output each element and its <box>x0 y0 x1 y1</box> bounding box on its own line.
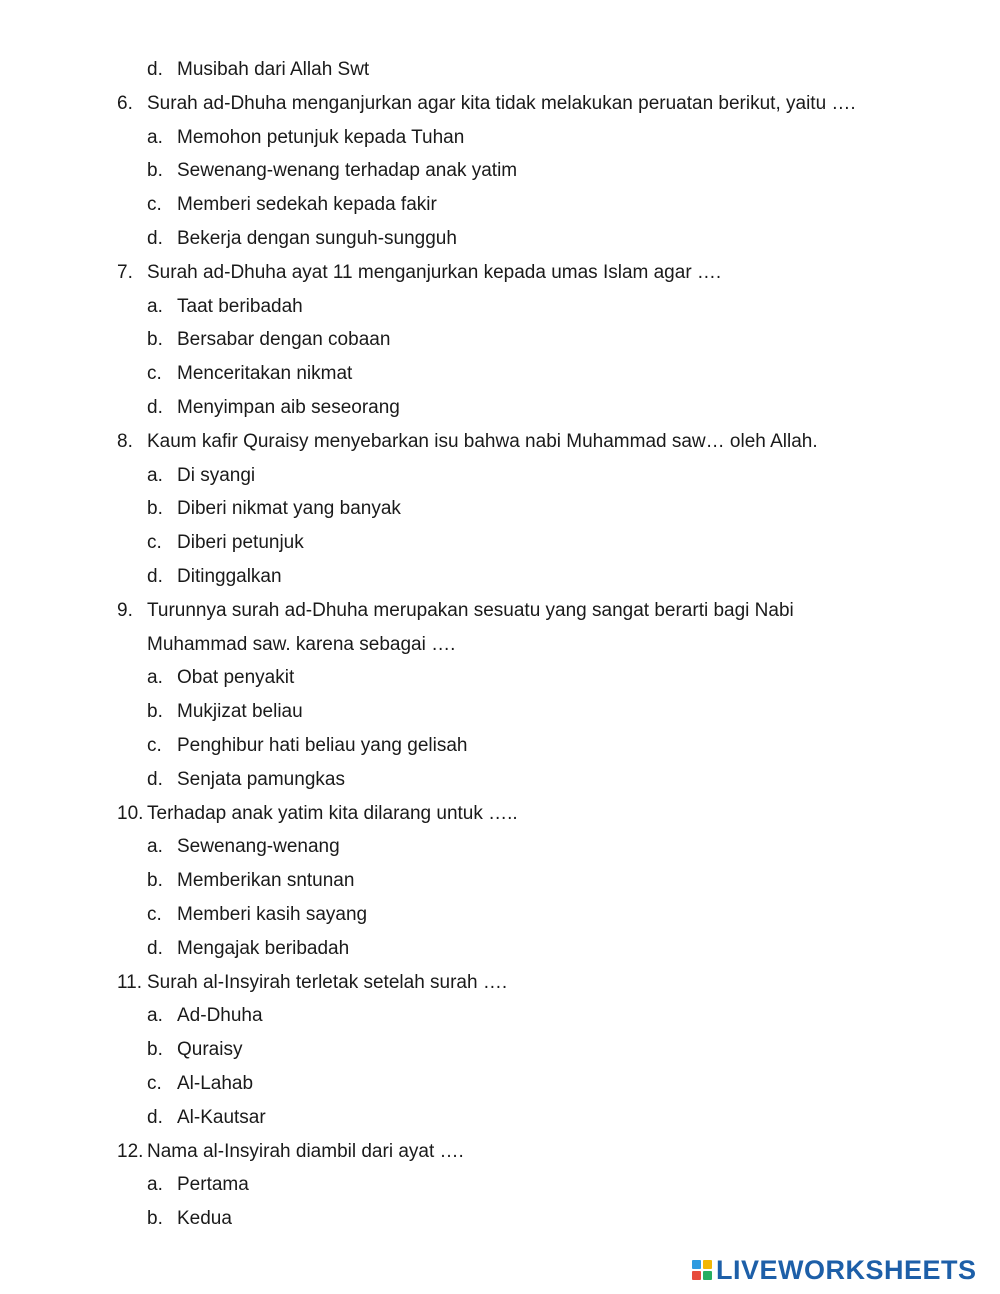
question-number: 9. <box>117 599 133 621</box>
question-item <box>0 1135 1000 1169</box>
answer-option <box>0 695 1000 729</box>
option-text: Ditinggalkan <box>177 566 282 587</box>
option-text: Bekerja dengan sunguh-sungguh <box>177 228 457 249</box>
question-number: 6. <box>117 92 133 114</box>
answer-option <box>0 188 1000 222</box>
option-letter: d. <box>147 397 163 418</box>
question-text-continuation <box>0 628 1000 662</box>
question-item <box>0 797 1000 831</box>
option-text: Penghibur hati beliau yang gelisah <box>177 735 468 756</box>
liveworksheets-logo <box>692 1256 977 1284</box>
question-text: Surah ad-Dhuha ayat 11 menganjurkan kepada umas Islam agar …. <box>147 261 722 283</box>
question-text: Surah ad-Dhuha menganjurkan agar kita tidak melakukan peruatan berikut, yaitu …. <box>147 92 856 114</box>
answer-option <box>0 222 1000 256</box>
option-letter: c. <box>147 904 162 925</box>
option-text: Obat penyakit <box>177 667 295 689</box>
option-text: Sewenang-wenang terhadap anak yatim <box>177 160 518 182</box>
option-letter: d. <box>147 59 163 80</box>
option-text: Memberi sedekah kepada fakir <box>177 194 437 216</box>
answer-option <box>0 526 1000 560</box>
answer-option <box>0 492 1000 526</box>
option-text: Pertama <box>177 1174 249 1196</box>
question-text: Kaum kafir Quraisy menyebarkan isu bahwa nabi Muhammad saw… oleh Allah. <box>147 430 818 452</box>
option-letter: d. <box>147 228 163 249</box>
question-item <box>0 87 1000 121</box>
answer-option <box>0 999 1000 1033</box>
option-letter: a. <box>147 295 163 317</box>
answer-option <box>0 763 1000 797</box>
question-text: Surah al-Insyirah terletak setelah surah …. <box>147 971 508 993</box>
question-text: Nama al-Insyirah diambil dari ayat …. <box>147 1140 464 1162</box>
option-text: Mukjizat beliau <box>177 701 303 723</box>
option-text: Menyimpan aib seseorang <box>177 397 400 418</box>
option-letter: b. <box>147 498 163 520</box>
option-letter: b. <box>147 329 163 351</box>
option-letter: a. <box>147 836 163 858</box>
question-number: 12. <box>117 1140 144 1162</box>
option-letter: d. <box>147 1106 163 1128</box>
option-letter: a. <box>147 1005 163 1027</box>
option-letter: a. <box>147 1174 163 1196</box>
option-text: Memberi kasih sayang <box>177 904 368 925</box>
answer-option <box>0 1202 1000 1236</box>
option-letter: a. <box>147 126 163 148</box>
answer-option <box>0 1067 1000 1101</box>
answer-option <box>0 121 1000 155</box>
option-text: Taat beribadah <box>177 295 303 317</box>
answer-option <box>0 864 1000 898</box>
question-item <box>0 256 1000 290</box>
option-letter: d. <box>147 937 163 959</box>
question-text: Turunnya surah ad-Dhuha merupakan sesuatu yang sangat berarti bagi Nabi <box>147 599 794 621</box>
option-text: Kedua <box>177 1208 232 1230</box>
option-text: Mengajak beribadah <box>177 937 350 959</box>
option-text: Musibah dari Allah Swt <box>177 59 370 80</box>
option-letter: c. <box>147 735 162 756</box>
answer-option <box>0 290 1000 324</box>
option-text: Sewenang-wenang <box>177 836 340 858</box>
answer-option <box>0 729 1000 763</box>
answer-option <box>0 1101 1000 1135</box>
option-letter: c. <box>147 363 162 385</box>
answer-option <box>0 357 1000 391</box>
question-text: Muhammad saw. karena sebagai …. <box>147 633 456 655</box>
answer-option <box>0 53 1000 87</box>
option-letter: b. <box>147 1039 163 1061</box>
option-letter: d. <box>147 768 163 790</box>
option-letter: c. <box>147 532 162 554</box>
option-text: Bersabar dengan cobaan <box>177 329 391 351</box>
answer-option <box>0 661 1000 695</box>
option-letter: d. <box>147 566 163 587</box>
question-item <box>0 594 1000 628</box>
option-text: Senjata pamungkas <box>177 768 345 790</box>
option-text: Quraisy <box>177 1039 243 1061</box>
logo-text: LIVEWORKSHEETS <box>716 1254 977 1285</box>
option-text: Al-Kautsar <box>177 1106 266 1128</box>
option-text: Menceritakan nikmat <box>177 363 353 385</box>
option-letter: c. <box>147 1073 162 1094</box>
answer-option <box>0 323 1000 357</box>
option-text: Diberi nikmat yang banyak <box>177 498 401 520</box>
answer-option <box>0 154 1000 188</box>
question-number: 11. <box>117 971 143 993</box>
liveworksheets-logo-icon <box>692 1260 712 1280</box>
answer-option <box>0 830 1000 864</box>
answer-option <box>0 898 1000 932</box>
option-text: Ad-Dhuha <box>177 1005 263 1027</box>
option-text: Diberi petunjuk <box>177 532 304 554</box>
option-text: Di syangi <box>177 464 256 486</box>
question-item <box>0 425 1000 459</box>
answer-option <box>0 1033 1000 1067</box>
option-letter: c. <box>147 194 162 216</box>
option-letter: b. <box>147 870 163 892</box>
answer-option <box>0 932 1000 966</box>
question-number: 7. <box>117 261 133 283</box>
answer-option <box>0 459 1000 493</box>
option-letter: b. <box>147 160 163 182</box>
question-number: 10. <box>117 802 144 824</box>
question-text: Terhadap anak yatim kita dilarang untuk ….. <box>147 802 518 824</box>
answer-option <box>0 1168 1000 1202</box>
option-letter: a. <box>147 667 163 689</box>
option-text: Memberikan sntunan <box>177 870 355 892</box>
answer-option <box>0 560 1000 594</box>
option-letter: b. <box>147 1208 163 1230</box>
question-number: 8. <box>117 430 133 452</box>
option-text: Al-Lahab <box>177 1073 254 1094</box>
option-text: Memohon petunjuk kepada Tuhan <box>177 126 465 148</box>
question-item <box>0 966 1000 1000</box>
option-letter: a. <box>147 464 163 486</box>
answer-option <box>0 391 1000 425</box>
option-letter: b. <box>147 701 163 723</box>
